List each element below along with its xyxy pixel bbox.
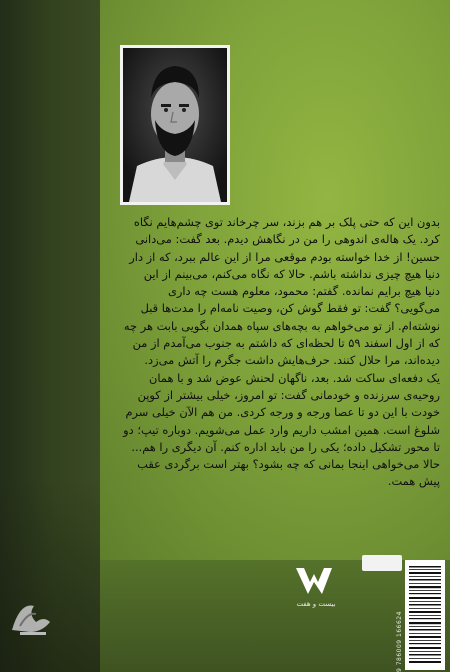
excerpt-line: تا محور تشکیل داده؛ یکی را من باید اداره کنم. آن دیگری را هم‌... (131, 439, 440, 454)
isbn-barcode (405, 560, 445, 670)
excerpt-line: می‌گویی؟ گفت: تو فقط گوش کن، وصیت نامه‌ام را مدت‌ها قبل (140, 301, 440, 316)
excerpt-line: پیش همت. (387, 474, 440, 489)
left-bottom-shade (0, 480, 100, 672)
publisher-name: بیست و هفت (296, 600, 336, 608)
excerpt-line: دنیا هیچ برایم نمانده. گفتم: محمود، معلوم هست چه داری (167, 284, 440, 299)
excerpt-line: خودت با این دو تا عصا ورجه و ورجه کردی. من هم الآن خیلی سرم (125, 405, 440, 420)
excerpt-line: شلوغ است. همین امشب داریم وارد عمل می‌شویم. دوباره تیپ؛ دو (123, 422, 440, 437)
portrait-photo (120, 45, 230, 205)
excerpt-line: حالا می‌خواهی اینجا بمانی که چه بشود؟ بهتر است برگردی عقب (137, 457, 440, 472)
excerpt-line: کرد. یک هاله‌ی اندوهی را من در نگاهش دیدم. بعد گفت: می‌دانی (135, 232, 440, 247)
portrait-illustration (123, 48, 227, 202)
publisher-logo-icon (288, 560, 338, 600)
excerpt-line: نوشته‌ام. از تو می‌خواهم به بچه‌های سپاه همدان بگویی بابت هر چه (123, 318, 440, 333)
excerpt-line: یک دفعه‌ای ساکت شد. بعد، ناگهان لحنش عوض شد و با همان (149, 370, 440, 385)
excerpt-line: که از اول اسفند ۵۹ تا لحظه‌ای که داشتم به جنوب می‌آمدم از من (132, 336, 440, 351)
excerpt-line: دیده‌اند، مرا حلال کنند. حرف‌هایش داشت جگرم را آتش می‌زد. (144, 353, 440, 368)
isbn-number: 9 786009 166624 (396, 611, 403, 672)
excerpt-line: دنیا هیچ چیزی نداشته باشم. حالا که نگاه می‌کنم، می‌بینم از این (143, 266, 440, 281)
excerpt-line: روحیه‌ی سرزنده و خودمانی گفت: تو امروز، خیلی بیشتر از کوپن (137, 387, 440, 402)
series-logo (6, 592, 60, 638)
barcode-bars (405, 560, 445, 670)
back-cover-excerpt (104, 214, 440, 491)
series-logo-icon (6, 592, 60, 638)
excerpt-line: بدون این که حتی پلک بر هم بزند، سر چرخاند توی چشم‌هایم نگاه (133, 215, 440, 229)
excerpt-line: حسین! از خدا خواسته بودم موقعی مرا از این عالم ببرد، که از دار (129, 249, 440, 264)
price-tag (362, 555, 402, 571)
